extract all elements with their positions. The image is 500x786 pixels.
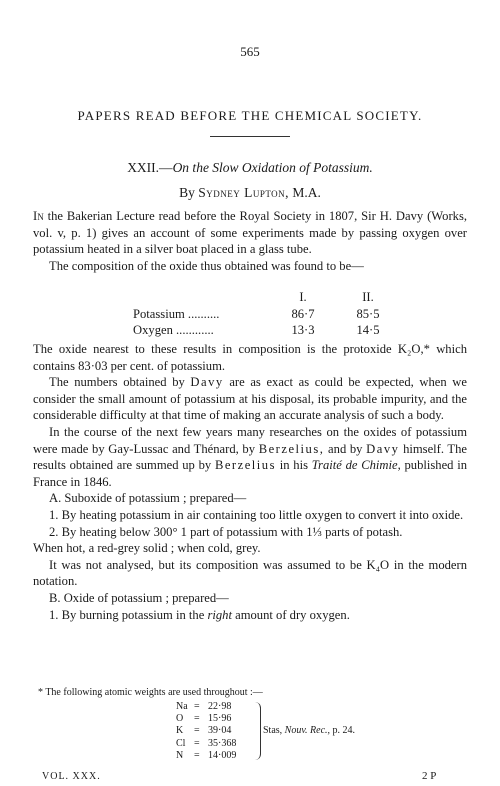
paragraph-1-opening: In (33, 209, 44, 223)
column-header-2: II. (362, 290, 374, 304)
section-heading: PAPERS READ BEFORE THE CHEMICAL SOCIETY. (77, 108, 423, 123)
atomic-weight: 15·96 (208, 713, 232, 725)
item-hot: When hot, a red-grey solid ; when cold, grey. (33, 541, 261, 556)
book-title: Traité de Chimie, (311, 458, 401, 473)
title-number: XXII.— (127, 160, 173, 175)
paragraph-5 (33, 424, 467, 490)
item-b-1-text: amount of dry oxygen. (231, 607, 350, 622)
author-degree: M.A. (292, 185, 321, 200)
paragraph-4-text: The numbers obtained by (49, 375, 191, 390)
reference-title: Nouv. Rec., (284, 725, 331, 736)
name-berzelius: Berzelius (214, 458, 276, 473)
element-symbol: N (176, 749, 184, 761)
row-label: Potassium .......... (133, 306, 220, 321)
composition-table-header (133, 289, 398, 306)
row-label: Oxygen ............ (133, 323, 214, 338)
item-a-1: 1. By heating potassium in air containing too little oxygen to convert it into oxide. (49, 507, 464, 522)
paragraph-2: The composition of the oxide thus obtained was found to be— (49, 258, 364, 273)
row-value: 14·5 (356, 323, 380, 338)
list-item: N = 14·009 (176, 750, 250, 762)
paragraph-4 (33, 374, 467, 424)
row-value: 86·7 (291, 306, 315, 321)
row-value: 85·5 (356, 306, 380, 321)
item-a-2: 2. By heating below 300° 1 part of potassium with 1⅓ parts of potash. (49, 524, 403, 539)
list-item: Na = 22·98 (176, 701, 250, 713)
table-row (133, 306, 398, 323)
paragraph-5-text: In the course of the next few years many researches on the oxides of potassium were made by Gay-Lussac and Thénard, by (33, 424, 467, 456)
brace-icon (252, 702, 261, 760)
atomic-weight: 14·009 (208, 749, 237, 761)
author-name: Sydney Lupton, (198, 185, 290, 200)
element-symbol: K (176, 725, 184, 737)
atomic-weight: 39·04 (208, 725, 232, 737)
list-item: Cl = 35·368 (176, 738, 250, 750)
item-b-1-text: 1. By burning potassium in the (49, 607, 208, 622)
item-b-1 (33, 607, 467, 624)
intro-block (33, 208, 467, 274)
main-body (33, 341, 467, 623)
column-header-1: I. (299, 290, 307, 304)
element-symbol: O (176, 713, 184, 725)
signature-mark: 2 P (422, 770, 437, 782)
title-text: On the Slow Oxidation of Potassium. (172, 160, 373, 175)
name-berzelius: Berzelius, (258, 441, 325, 456)
reference-page: p. 24. (330, 725, 356, 736)
paragraph-5-text: published in France in 1846. (33, 458, 467, 489)
element-symbol: Na (176, 701, 188, 712)
heading-rule (210, 136, 290, 137)
page-number: 565 (240, 44, 260, 59)
item-a: A. Suboxide of potassium ; prepared— (49, 491, 247, 506)
item-b: B. Oxide of potassium ; prepared— (49, 590, 229, 605)
name-davy: Davy (190, 375, 224, 390)
paragraph-5-text: and by (324, 441, 367, 456)
item-analysed: It was not analysed, but its composition was assumed to be K₄O in the modern notation. (33, 557, 467, 589)
paragraph-5-text: in his (276, 458, 312, 473)
author-line (0, 185, 500, 201)
footnote: * The following atomic weights are used throughout :— (38, 687, 263, 698)
footnote-reference (263, 725, 355, 736)
reference-author: Stas, (263, 725, 285, 736)
row-value: 13·3 (291, 323, 315, 338)
atomic-weight: 22·98 (208, 701, 232, 712)
table-row (133, 322, 398, 339)
paragraph-5-text: himself. The results obtained are summed up by (33, 441, 467, 473)
paragraph-1 (33, 208, 467, 258)
element-symbol: Cl (176, 737, 186, 749)
atomic-weights-table (176, 701, 250, 762)
paragraph-1-text: the Bakerian Lecture read before the Royal Society in 1807, Sir H. Davy (Works, vol. v, p. 1) gives an account of some experiments made by passing oxygen over potassium heated in a silver boat placed in a glass tube. (33, 209, 467, 257)
paragraph-4-text: are as exact as could be expected, when we consider the small amount of potassium at his disposal, its probable impurity, and the considerable difficulty at that time of making an accurate analysis of such a body. (33, 375, 467, 423)
composition-table (133, 289, 398, 339)
paragraph-3: The oxide nearest to these results in composition is the protoxide K₂O,* which contains 83·03 per cent. of potassium. (33, 342, 467, 373)
name-davy: Davy (366, 441, 400, 456)
item-b-1-emphasis: right (207, 607, 232, 622)
list-item: K = 39·04 (176, 725, 250, 737)
volume-label: VOL. XXX. (42, 771, 101, 782)
atomic-weight: 35·368 (208, 737, 237, 749)
list-item: O = 15·96 (176, 713, 250, 725)
paper-title (0, 160, 500, 176)
author-by: By (179, 185, 195, 200)
